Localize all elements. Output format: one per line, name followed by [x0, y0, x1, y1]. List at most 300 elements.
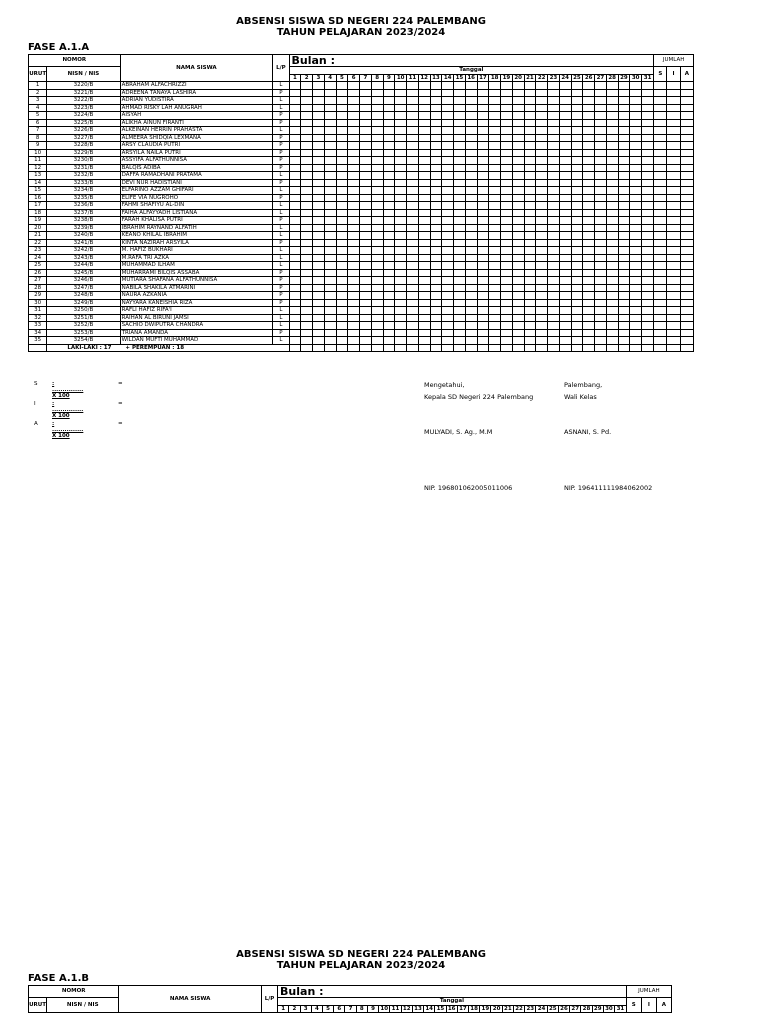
attendance-cell	[348, 314, 360, 322]
attendance-cell	[383, 157, 395, 165]
attendance-cell	[371, 254, 383, 262]
attendance-cell	[571, 239, 583, 247]
student-nis: 3222/B	[47, 97, 120, 105]
attendance-cell	[430, 217, 442, 225]
attendance-cell	[489, 157, 501, 165]
attendance-cell	[371, 292, 383, 300]
attendance-cell	[606, 299, 618, 307]
attendance-cell	[489, 314, 501, 322]
attendance-cell	[454, 187, 466, 195]
attendance-cell	[595, 157, 607, 165]
student-gender: P	[273, 194, 289, 202]
attendance-cell	[642, 172, 654, 180]
attendance-cell	[407, 329, 419, 337]
attendance-cell	[583, 329, 595, 337]
attendance-cell	[559, 224, 571, 232]
attendance-cell	[313, 89, 325, 97]
attendance-cell	[548, 322, 560, 330]
attendance-cell	[418, 262, 430, 270]
attendance-cell	[477, 247, 489, 255]
attendance-cell	[583, 119, 595, 127]
attendance-cell	[430, 239, 442, 247]
attendance-cell	[313, 134, 325, 142]
attendance-cell	[524, 224, 536, 232]
attendance-cell	[360, 322, 372, 330]
attendance-cell	[680, 284, 693, 292]
attendance-cell	[667, 329, 680, 337]
attendance-cell	[348, 217, 360, 225]
student-no: 20	[29, 224, 47, 232]
formula-key: I	[34, 401, 36, 407]
attendance-cell	[595, 134, 607, 142]
attendance-cell	[536, 164, 548, 172]
attendance-cell	[395, 329, 407, 337]
attendance-cell	[583, 209, 595, 217]
attendance-cell	[324, 149, 336, 157]
attendance-cell	[583, 224, 595, 232]
attendance-cell	[536, 299, 548, 307]
attendance-cell	[583, 239, 595, 247]
attendance-cell	[512, 292, 524, 300]
attendance-cell	[559, 269, 571, 277]
attendance-cell	[630, 194, 642, 202]
attendance-cell	[536, 149, 548, 157]
attendance-cell	[667, 217, 680, 225]
attendance-cell	[489, 232, 501, 240]
attendance-cell	[667, 239, 680, 247]
attendance-cell	[583, 164, 595, 172]
attendance-cell	[548, 269, 560, 277]
attendance-cell	[336, 157, 348, 165]
attendance-cell	[559, 337, 571, 345]
attendance-cell	[595, 307, 607, 315]
attendance-cell	[371, 112, 383, 120]
student-name: TRIANA AMANDA	[120, 329, 273, 337]
attendance-cell	[465, 194, 477, 202]
attendance-cell	[371, 239, 383, 247]
attendance-cell	[524, 277, 536, 285]
table-row	[29, 239, 694, 247]
day-header: 31	[642, 74, 654, 82]
day-header: 21	[504, 1005, 512, 1012]
attendance-cell	[301, 149, 313, 157]
attendance-cell	[289, 209, 301, 217]
attendance-cell	[501, 164, 513, 172]
attendance-cell	[407, 119, 419, 127]
attendance-cell	[301, 89, 313, 97]
student-gender: L	[273, 172, 289, 180]
attendance-cell	[559, 239, 571, 247]
attendance-cell	[548, 254, 560, 262]
student-name: ABRAHAM ALFACHRIZZI	[120, 82, 273, 90]
attendance-cell	[407, 104, 419, 112]
attendance-cell	[583, 262, 595, 270]
attendance-cell	[512, 187, 524, 195]
attendance-cell	[418, 172, 430, 180]
attendance-cell	[313, 329, 325, 337]
attendance-cell	[548, 172, 560, 180]
attendance-cell	[489, 322, 501, 330]
student-nis: 3223/B	[47, 104, 120, 112]
formula-key: S	[34, 381, 38, 387]
attendance-cell	[395, 157, 407, 165]
attendance-cell	[680, 157, 693, 165]
student-no: 23	[29, 247, 47, 255]
student-no: 11	[29, 157, 47, 165]
attendance-cell	[512, 269, 524, 277]
attendance-cell	[371, 247, 383, 255]
student-name: RAFLI HAFIZ RIFA'I	[120, 307, 273, 315]
attendance-cell	[595, 337, 607, 345]
attendance-cell	[524, 164, 536, 172]
attendance-cell	[512, 172, 524, 180]
attendance-cell	[583, 134, 595, 142]
student-nis: 3245/B	[47, 269, 120, 277]
attendance-cell	[407, 172, 419, 180]
attendance-cell	[313, 187, 325, 195]
attendance-cell	[324, 307, 336, 315]
attendance-cell	[418, 97, 430, 105]
attendance-cell	[418, 179, 430, 187]
female-count: + PEREMPUAN : 18	[125, 344, 185, 351]
attendance-cell	[430, 209, 442, 217]
attendance-cell	[680, 104, 693, 112]
attendance-cell	[289, 307, 301, 315]
attendance-cell	[395, 284, 407, 292]
attendance-cell	[654, 239, 667, 247]
attendance-cell	[489, 329, 501, 337]
attendance-cell	[454, 239, 466, 247]
attendance-cell	[465, 254, 477, 262]
attendance-cell	[548, 149, 560, 157]
attendance-cell	[618, 284, 630, 292]
student-nis: 3248/B	[47, 292, 120, 300]
student-no: 3	[29, 97, 47, 105]
attendance-cell	[301, 262, 313, 270]
attendance-cell	[501, 239, 513, 247]
attendance-cell	[606, 164, 618, 172]
student-name: ELFARINO AZZAM GHIFARI	[120, 187, 273, 195]
attendance-cell	[383, 232, 395, 240]
attendance-cell	[501, 89, 513, 97]
attendance-cell	[571, 284, 583, 292]
attendance-cell	[395, 277, 407, 285]
attendance-cell	[618, 269, 630, 277]
attendance-cell	[442, 179, 454, 187]
attendance-cell	[583, 157, 595, 165]
student-name: DEVI NUR HADISTIANI	[120, 179, 273, 187]
attendance-cell	[324, 104, 336, 112]
attendance-cell	[360, 262, 372, 270]
attendance-cell	[595, 299, 607, 307]
attendance-cell	[571, 134, 583, 142]
day-header: 21	[524, 74, 536, 82]
attendance-cell	[680, 119, 693, 127]
student-name: ARSYILA NAILA PUTRI	[120, 149, 273, 157]
nisn-header: NISN / NIS	[47, 67, 120, 82]
attendance-cell	[642, 149, 654, 157]
attendance-cell	[336, 127, 348, 135]
attendance-cell	[548, 209, 560, 217]
attendance-cell	[595, 142, 607, 150]
attendance-cell	[501, 202, 513, 210]
student-no: 10	[29, 149, 47, 157]
jumlah-header: JUMLAH	[654, 55, 694, 67]
student-nis: 3239/B	[47, 224, 120, 232]
attendance-cell	[559, 187, 571, 195]
attendance-cell	[442, 202, 454, 210]
attendance-cell	[454, 314, 466, 322]
attendance-cell	[680, 134, 693, 142]
day-header: 11	[391, 1005, 400, 1012]
attendance-cell	[336, 239, 348, 247]
table-row	[29, 329, 694, 337]
attendance-cell	[680, 172, 693, 180]
attendance-cell	[289, 269, 301, 277]
student-no: 14	[29, 179, 47, 187]
attendance-cell	[395, 97, 407, 105]
attendance-cell	[313, 224, 325, 232]
student-name: NAYYARA KANEISHIA RIZA	[120, 299, 273, 307]
attendance-cell	[667, 284, 680, 292]
day-header: 3	[300, 1005, 311, 1013]
attendance-cell	[606, 307, 618, 315]
attendance-cell	[667, 172, 680, 180]
student-gender: P	[273, 119, 289, 127]
day-header: 12	[418, 74, 430, 82]
attendance-cell	[336, 142, 348, 150]
attendance-cell	[336, 344, 348, 352]
kepala-sekolah-nip: NIP. 196801062005011006	[424, 484, 513, 492]
day-header: 22	[536, 74, 548, 82]
attendance-cell	[336, 247, 348, 255]
student-no: 33	[29, 322, 47, 330]
day-header: 15	[454, 74, 466, 82]
attendance-cell	[324, 119, 336, 127]
attendance-cell	[360, 149, 372, 157]
attendance-cell	[454, 89, 466, 97]
attendance-cell	[477, 224, 489, 232]
attendance-cell	[465, 127, 477, 135]
attendance-cell	[430, 329, 442, 337]
attendance-cell	[371, 157, 383, 165]
attendance-cell	[477, 329, 489, 337]
attendance-cell	[680, 254, 693, 262]
student-gender: L	[273, 322, 289, 330]
student-nis: 3224/B	[47, 112, 120, 120]
attendance-cell	[489, 292, 501, 300]
attendance-cell	[383, 337, 395, 345]
student-no: 4	[29, 104, 47, 112]
attendance-cell	[477, 209, 489, 217]
student-name: M.RAFA TRI AZKA	[120, 254, 273, 262]
attendance-cell	[313, 172, 325, 180]
attendance-cell	[454, 179, 466, 187]
attendance-cell	[289, 164, 301, 172]
attendance-cell	[501, 224, 513, 232]
attendance-cell	[418, 82, 430, 90]
attendance-cell	[583, 254, 595, 262]
attendance-cell	[606, 232, 618, 240]
attendance-cell	[465, 269, 477, 277]
attendance-cell	[454, 119, 466, 127]
attendance-cell	[430, 89, 442, 97]
attendance-cell	[571, 299, 583, 307]
attendance-cell	[395, 344, 407, 352]
attendance-cell	[418, 269, 430, 277]
attendance-cell	[571, 149, 583, 157]
attendance-cell	[595, 202, 607, 210]
attendance-cell	[501, 269, 513, 277]
attendance-cell	[618, 239, 630, 247]
attendance-cell	[418, 209, 430, 217]
attendance-cell	[324, 224, 336, 232]
student-no: 35	[29, 337, 47, 345]
attendance-cell	[559, 202, 571, 210]
attendance-cell	[383, 112, 395, 120]
attendance-cell	[301, 179, 313, 187]
attendance-cell	[489, 97, 501, 105]
attendance-cell	[606, 134, 618, 142]
attendance-cell	[301, 292, 313, 300]
attendance-cell	[301, 172, 313, 180]
table-row	[29, 337, 694, 345]
attendance-cell	[289, 194, 301, 202]
attendance-cell	[395, 292, 407, 300]
attendance-cell	[465, 172, 477, 180]
kepala-sekolah-name: MULYADI, S. Ag., M.M	[424, 428, 493, 436]
attendance-cell	[395, 322, 407, 330]
attendance-cell	[324, 262, 336, 270]
attendance-cell	[418, 104, 430, 112]
attendance-cell	[642, 119, 654, 127]
attendance-cell	[454, 112, 466, 120]
attendance-cell	[654, 254, 667, 262]
attendance-cell	[454, 322, 466, 330]
attendance-cell	[395, 149, 407, 157]
attendance-cell	[418, 224, 430, 232]
attendance-cell	[348, 82, 360, 90]
attendance-cell	[654, 127, 667, 135]
attendance-cell	[465, 104, 477, 112]
attendance-cell	[571, 344, 583, 352]
attendance-cell	[301, 217, 313, 225]
attendance-cell	[630, 217, 642, 225]
day-header: 15	[436, 1005, 445, 1012]
day-header: 28	[582, 1005, 591, 1012]
student-nis: 3235/B	[47, 194, 120, 202]
attendance-cell	[536, 239, 548, 247]
attendance-cell	[536, 179, 548, 187]
table-row	[29, 97, 694, 105]
attendance-cell	[583, 112, 595, 120]
day-header: 1	[278, 1005, 289, 1013]
table-row	[29, 232, 694, 240]
student-name: ARSY CLAUDIA PUTRI	[120, 142, 273, 150]
attendance-cell	[548, 247, 560, 255]
attendance-cell	[512, 344, 524, 352]
attendance-cell	[407, 299, 419, 307]
attendance-cell	[501, 127, 513, 135]
attendance-cell	[407, 232, 419, 240]
attendance-cell	[360, 344, 372, 352]
attendance-cell	[442, 82, 454, 90]
attendance-cell	[407, 247, 419, 255]
attendance-cell	[630, 89, 642, 97]
attendance-cell	[454, 299, 466, 307]
table-row	[29, 179, 694, 187]
page-subtitle-1: TAHUN PELAJARAN 2023/2024	[276, 27, 446, 38]
attendance-cell	[454, 194, 466, 202]
attendance-cell	[301, 134, 313, 142]
student-no: 31	[29, 307, 47, 315]
student-gender: P	[273, 149, 289, 157]
attendance-cell	[324, 322, 336, 330]
day-header: 19	[481, 1005, 490, 1012]
attendance-cell	[583, 292, 595, 300]
student-nis: 3237/B	[47, 209, 120, 217]
urut-header: URUT	[29, 67, 47, 82]
attendance-cell	[630, 142, 642, 150]
gender-header: L/P	[273, 55, 289, 82]
attendance-cell	[454, 202, 466, 210]
attendance-cell	[383, 322, 395, 330]
attendance-cell	[371, 337, 383, 345]
attendance-cell	[313, 104, 325, 112]
attendance-cell	[418, 344, 430, 352]
student-nis: 3247/B	[47, 284, 120, 292]
attendance-cell	[324, 194, 336, 202]
attendance-cell	[348, 337, 360, 345]
attendance-cell	[371, 149, 383, 157]
attendance-cell	[501, 247, 513, 255]
attendance-cell	[383, 239, 395, 247]
attendance-cell	[559, 97, 571, 105]
attendance-cell	[442, 112, 454, 120]
attendance-cell	[583, 299, 595, 307]
attendance-cell	[642, 277, 654, 285]
attendance-cell	[489, 89, 501, 97]
attendance-cell	[489, 104, 501, 112]
student-nis: 3252/B	[47, 322, 120, 330]
attendance-cell	[477, 179, 489, 187]
attendance-cell	[583, 284, 595, 292]
attendance-cell	[336, 134, 348, 142]
attendance-cell	[667, 157, 680, 165]
attendance-cell	[512, 314, 524, 322]
attendance-cell	[383, 307, 395, 315]
student-nis: 3246/B	[47, 277, 120, 285]
attendance-cell	[559, 172, 571, 180]
attendance-cell	[642, 217, 654, 225]
day-header: 18	[489, 74, 501, 82]
attendance-cell	[606, 194, 618, 202]
attendance-cell	[289, 247, 301, 255]
attendance-cell	[289, 202, 301, 210]
attendance-cell	[383, 299, 395, 307]
attendance-cell	[407, 269, 419, 277]
attendance-cell	[606, 112, 618, 120]
attendance-cell	[324, 247, 336, 255]
attendance-cell	[642, 164, 654, 172]
attendance-cell	[524, 247, 536, 255]
attendance-cell	[524, 127, 536, 135]
student-gender: L	[273, 97, 289, 105]
attendance-cell	[642, 194, 654, 202]
attendance-cell	[360, 194, 372, 202]
day-header: 11	[407, 74, 419, 82]
attendance-cell	[680, 82, 693, 90]
